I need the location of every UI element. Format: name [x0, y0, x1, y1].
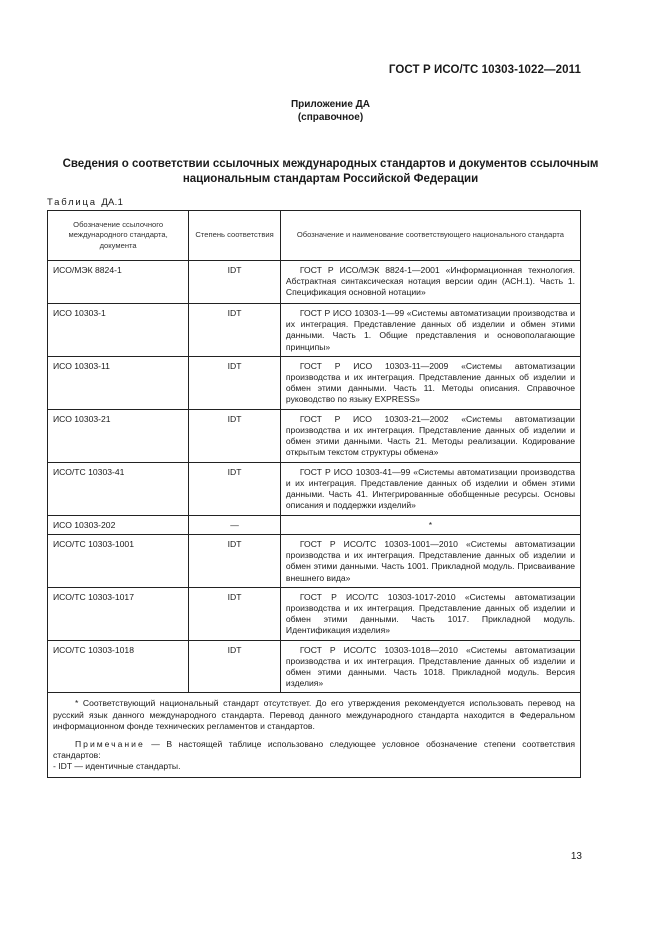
document-designation: ГОСТ Р ИСО/ТС 10303-1022—2011 — [388, 64, 581, 76]
remark-label: Примечание — [75, 739, 145, 750]
cell-degree: IDT — [189, 261, 281, 304]
remark-text: — В настоящей таблице использовано следующее условное обозначение степени соответствия стандартов: — [53, 739, 575, 761]
cell-degree: IDT — [189, 304, 281, 357]
cell-national-standard: ГОСТ Р ИСО/ТС 10303-1001—2010 «Системы автоматизации производства и их интеграция. Представление данных об изделии и обмен этими данными. Часть 1001. Прикладной модуль. Присваивание внешнего вида» — [280, 535, 580, 588]
cell-degree: IDT — [189, 409, 281, 462]
cell-national-standard: ГОСТ Р ИСО 10303-1—99 «Системы автоматизации производства и их интеграция. Представление данных об изделии и обмен этими данными. Часть 1. Общие представления и основополагающие принципы» — [280, 304, 580, 357]
table-row — [48, 356, 581, 409]
footnote: * Соответствующий национальный стандарт отсутствует. До его утверждения рекомендуется использовать перевод на русский язык данного международного стандарта. Перевод данного международного стандарта находится в Федеральном информационном фонде технических регламентов и стандартов. — [53, 698, 575, 731]
table-row — [48, 535, 581, 588]
cell-designation: ИСО/ТС 10303-1018 — [48, 640, 189, 693]
table-row — [48, 462, 581, 515]
cell-national-standard: ГОСТ Р ИСО 10303-21—2002 «Системы автоматизации производства и их интеграция. Представление данных об изделии и обмен этими данными. Часть 21. Методы реализации. Кодирование открытым текстом структуры обмена» — [280, 409, 580, 462]
cell-designation: ИСО/ТС 10303-1001 — [48, 535, 189, 588]
remark-item: - IDT — идентичные стандарты. — [53, 761, 181, 772]
cell-designation: ИСО 10303-1 — [48, 304, 189, 357]
cell-national-standard: ГОСТ Р ИСО/ТС 10303-1018—2010 «Системы автоматизации производства и их интеграция. Представление данных об изделии и обмен этими данными. Часть 1018. Прикладной модуль. Версия изделия» — [280, 640, 580, 693]
appendix-subtitle: (справочное) — [297, 112, 364, 123]
table-row — [48, 409, 581, 462]
table-caption-number: ДА.1 — [101, 197, 124, 208]
table-caption — [47, 197, 123, 208]
column-header-national-standard: Обозначение и наименование соответствующего национального стандарта — [280, 211, 580, 261]
table-notes — [48, 693, 581, 777]
cell-designation: ИСО 10303-202 — [48, 515, 189, 534]
page-number: 13 — [570, 851, 582, 862]
cell-degree: IDT — [189, 356, 281, 409]
column-header-designation: Обозначение ссылочного международного стандарта, документа — [48, 211, 189, 261]
cell-designation: ИСО/ТС 10303-41 — [48, 462, 189, 515]
standards-correspondence-table — [47, 210, 581, 778]
cell-degree: IDT — [189, 640, 281, 693]
cell-designation: ИСО/ТС 10303-1017 — [48, 587, 189, 640]
table-row — [48, 640, 581, 693]
appendix-heading — [0, 98, 661, 124]
table-row — [48, 261, 581, 304]
table-caption-label: Таблица — [47, 197, 97, 208]
table-footer-row — [48, 693, 581, 777]
table-row — [48, 587, 581, 640]
remark — [53, 739, 575, 761]
appendix-title: Приложение ДА — [290, 99, 371, 110]
cell-degree: IDT — [189, 462, 281, 515]
column-header-degree: Степень соответствия — [189, 211, 281, 261]
cell-national-standard: ГОСТ Р ИСО/МЭК 8824-1—2001 «Информационная технология. Абстрактная синтаксическая нотация версии один (АСН.1). Часть 1. Спецификация основной нотации» — [280, 261, 580, 304]
cell-designation: ИСО 10303-11 — [48, 356, 189, 409]
cell-national-standard: * — [280, 515, 580, 534]
cell-degree: IDT — [189, 535, 281, 588]
cell-designation: ИСО/МЭК 8824-1 — [48, 261, 189, 304]
cell-degree: IDT — [189, 587, 281, 640]
table-header-row — [48, 211, 581, 261]
cell-degree: — — [189, 515, 281, 534]
section-title: Сведения о соответствии ссылочных международных стандартов и документов ссылочным национальным стандартам Российской Федерации — [62, 158, 599, 185]
cell-national-standard: ГОСТ Р ИСО/ТС 10303-1017-2010 «Системы автоматизации производства и их интеграция. Представление данных об изделии и обмен этими данными. Часть 1017. Прикладной модуль. Идентификация изделия» — [280, 587, 580, 640]
cell-designation: ИСО 10303-21 — [48, 409, 189, 462]
table-row — [48, 515, 581, 534]
table-row — [48, 304, 581, 357]
cell-national-standard: ГОСТ Р ИСО 10303-41—99 «Системы автоматизации производства и их интеграция. Представление данных об изделии и обмен этими данными. Часть 41. Интегрированные обобщенные ресурсы. Основы описания и поддержки изделий» — [280, 462, 580, 515]
cell-national-standard: ГОСТ Р ИСО 10303-11—2009 «Системы автоматизации производства и их интеграция. Представление данных об изделии и обмен этими данными. Часть 11. Методы описания. Справочное руководство по языку EXPRESS» — [280, 356, 580, 409]
